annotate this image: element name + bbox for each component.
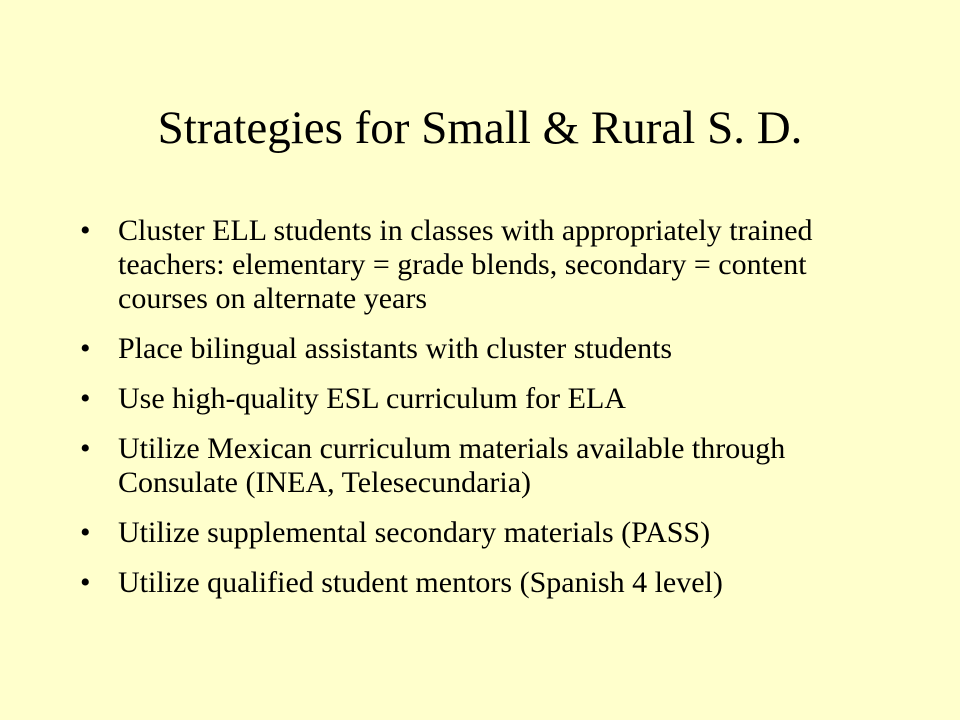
- slide-title: Strategies for Small & Rural S. D.: [157, 102, 803, 154]
- bullet-text: Utilize Mexican curriculum materials available through Consulate (INEA, Telesecundaria): [118, 432, 786, 499]
- bullet-text: Utilize supplemental secondary materials (PASS): [118, 516, 711, 549]
- bullet-text: Use high-quality ESL curriculum for ELA: [118, 382, 626, 415]
- bullet-text: Cluster ELL students in classes with appropriately trained teachers: elementary = grade blends, secondary = content courses on alternate years: [118, 214, 813, 315]
- bullet-icon: •: [80, 382, 91, 415]
- bullet-item: [80, 516, 900, 550]
- bullet-item: [80, 382, 900, 416]
- bullet-icon: •: [80, 516, 91, 549]
- bullet-text: Utilize qualified student mentors (Spanish 4 level): [118, 566, 723, 599]
- bullet-item: [80, 214, 900, 316]
- bullet-icon: •: [80, 566, 91, 599]
- bullet-list: [80, 214, 900, 616]
- bullet-icon: •: [80, 214, 91, 247]
- bullet-item: [80, 566, 900, 600]
- bullet-icon: •: [80, 332, 91, 365]
- bullet-text: Place bilingual assistants with cluster students: [118, 332, 673, 365]
- bullet-icon: •: [80, 432, 91, 465]
- bullet-item: [80, 332, 900, 366]
- bullet-item: [80, 432, 900, 500]
